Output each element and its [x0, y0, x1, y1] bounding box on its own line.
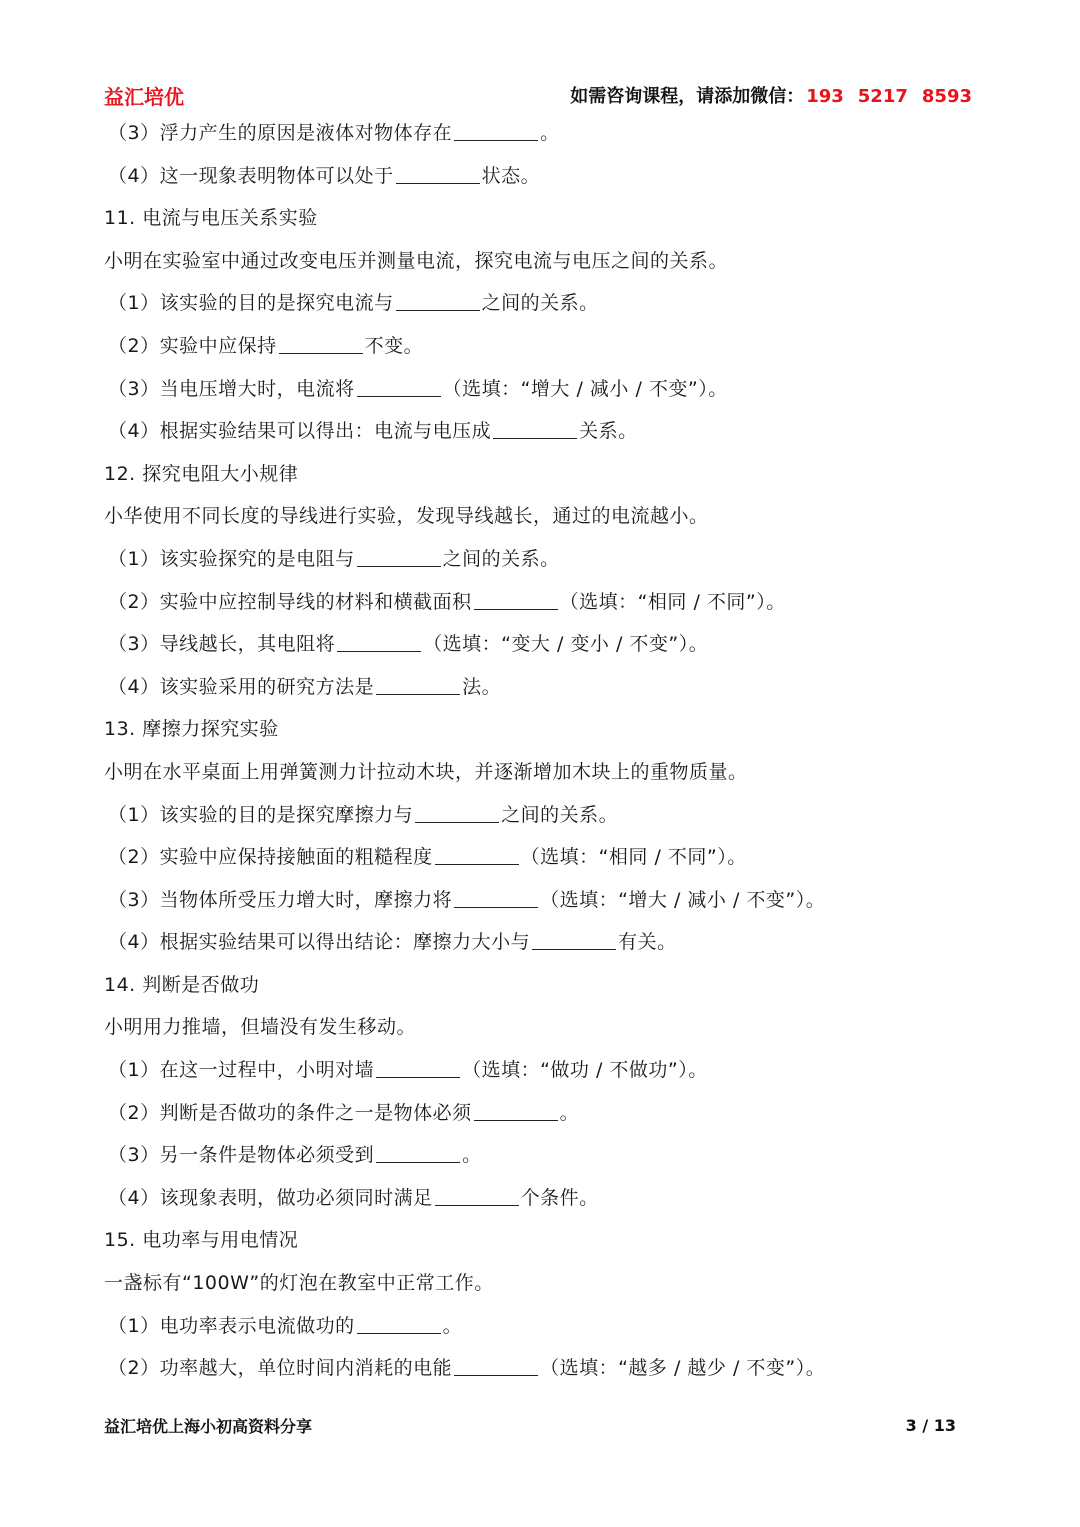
contact-label: 如需咨询课程，请添加微信：: [570, 86, 805, 107]
question-suffix: 法。: [462, 675, 502, 698]
question-item: [104, 368, 984, 411]
question-text: （3）浮力产生的原因是液体对物体存在: [108, 122, 453, 144]
question-item: [104, 1049, 984, 1092]
answer-blank[interactable]: [415, 802, 499, 823]
question-text: （3）当电压增大时，电流将: [108, 377, 355, 400]
phone-part: 5217: [857, 86, 908, 107]
question-text: （3）另一条件是物体必须受到: [108, 1144, 375, 1167]
question-text: （4）根据实验结果可以得出结论：摩擦力大小与: [108, 931, 531, 954]
problem-heading: 11. 电流与电压关系实验: [104, 207, 318, 230]
problem-description: 小华使用不同长度的导线进行实验，发现导线越长，通过的电流越小。: [104, 505, 709, 528]
question-suffix: 之间的关系。: [442, 547, 560, 570]
question-item: [104, 325, 984, 368]
question-text: （1）该实验的目的是探究摩擦力与: [108, 803, 414, 826]
question-item: [104, 879, 984, 922]
question-suffix: 。: [442, 1314, 463, 1337]
question-text: （4）该实验采用的研究方法是: [108, 675, 375, 698]
question-suffix: 个条件。: [520, 1186, 599, 1209]
answer-blank[interactable]: [357, 376, 441, 397]
question-item: [104, 794, 984, 837]
question-text: （1）该实验的目的是探究电流与: [108, 292, 394, 315]
question-text: （2）实验中应保持接触面的粗糙程度: [108, 846, 433, 869]
question-item: [104, 1134, 984, 1177]
contact-info: [570, 82, 972, 108]
question-item: [104, 836, 984, 879]
answer-blank[interactable]: [493, 418, 577, 439]
question-text: （1）该实验探究的是电阻与: [108, 547, 355, 570]
answer-blank[interactable]: [279, 333, 363, 354]
problem-description: 一盏标有“100W”的灯泡在教室中正常工作。: [104, 1272, 494, 1295]
footer-source: 益汇培优上海小初高资料分享: [104, 1416, 313, 1436]
wechat-phone: [806, 86, 972, 107]
answer-blank[interactable]: [474, 589, 558, 610]
answer-blank[interactable]: [532, 929, 616, 950]
question-text: （2）判断是否做功的条件之一是物体必须: [108, 1101, 472, 1124]
question-text: （4）根据实验结果可以得出：电流与电压成: [108, 420, 492, 443]
page-header: [104, 80, 972, 110]
question-item: [104, 1092, 984, 1135]
answer-blank[interactable]: [357, 546, 441, 567]
question-item: [104, 921, 984, 964]
question-suffix: （选填：“相同 / 不同”）。: [520, 846, 747, 869]
answer-blank[interactable]: [376, 674, 460, 695]
question-suffix: （选填：“做功 / 不做功”）。: [462, 1059, 708, 1082]
answer-blank[interactable]: [454, 120, 538, 141]
answer-blank[interactable]: [337, 631, 421, 652]
question-suffix: 之间的关系。: [481, 292, 599, 315]
question-suffix: 关系。: [579, 420, 638, 443]
answer-blank[interactable]: [376, 1057, 460, 1078]
question-item: [104, 538, 984, 581]
question-suffix: 。: [559, 1101, 580, 1124]
question-suffix: （选填：“相同 / 不同”）。: [559, 590, 786, 613]
question-text: （2）实验中应控制导线的材料和横截面积: [108, 590, 472, 613]
question-item: [104, 1347, 984, 1390]
problem-heading: 14. 判断是否做功: [104, 973, 260, 996]
answer-blank[interactable]: [474, 1100, 558, 1121]
problem-description: 小明用力推墙，但墙没有发生移动。: [104, 1016, 417, 1039]
document-body: [104, 112, 984, 1390]
answer-blank[interactable]: [396, 290, 480, 311]
problem-heading: 13. 摩擦力探究实验: [104, 718, 279, 741]
phone-part: 193: [806, 86, 844, 107]
problem-description: 小明在实验室中通过改变电压并测量电流，探究电流与电压之间的关系。: [104, 249, 729, 272]
question-item: [104, 282, 984, 325]
question-item: [104, 623, 984, 666]
problem-description: 小明在水平桌面上用弹簧测力计拉动木块，并逐渐增加木块上的重物质量。: [104, 760, 748, 783]
answer-blank[interactable]: [454, 1355, 538, 1376]
question-suffix: （选填：“越多 / 越少 / 不变”）。: [540, 1357, 826, 1380]
answer-blank[interactable]: [357, 1313, 441, 1334]
question-text: （4）该现象表明，做功必须同时满足: [108, 1186, 433, 1209]
page-footer: [104, 1412, 956, 1438]
question-item: [104, 1177, 984, 1220]
question-text: （4）这一现象表明物体可以处于: [108, 164, 394, 187]
question-item: [104, 1305, 984, 1348]
answer-blank[interactable]: [435, 844, 519, 865]
phone-part: 8593: [921, 86, 972, 107]
problem-heading: 15. 电功率与用电情况: [104, 1229, 299, 1252]
answer-blank[interactable]: [435, 1185, 519, 1206]
brand-name: 益汇培优: [104, 84, 184, 109]
problem-heading: 12. 探究电阻大小规律: [104, 462, 299, 485]
answer-blank[interactable]: [396, 163, 480, 184]
question-suffix: （选填：“增大 / 减小 / 不变”）。: [540, 888, 826, 911]
question-item: [104, 155, 984, 198]
question-text: （2）功率越大，单位时间内消耗的电能: [108, 1357, 453, 1380]
question-item: [104, 410, 984, 453]
question-suffix: 有关。: [618, 931, 677, 954]
question-suffix: （选填：“增大 / 减小 / 不变”）。: [442, 377, 728, 400]
question-suffix: 不变。: [364, 334, 424, 357]
question-suffix: 状态。: [481, 164, 541, 187]
question-item: [104, 581, 984, 624]
question-suffix: 之间的关系。: [501, 803, 619, 826]
question-text: （1）电功率表示电流做功的: [108, 1314, 355, 1337]
question-item: [104, 666, 984, 709]
question-text: （3）导线越长，其电阻将: [108, 633, 336, 656]
question-suffix: （选填：“变大 / 变小 / 不变”）。: [423, 633, 709, 656]
question-suffix: 。: [462, 1144, 482, 1167]
question-text: （3）当物体所受压力增大时，摩擦力将: [108, 888, 453, 911]
page-number: 3 / 13: [905, 1415, 956, 1435]
question-text: （2）实验中应保持: [108, 334, 277, 357]
question-item: [104, 112, 984, 155]
question-text: （1）在这一过程中，小明对墙: [108, 1059, 375, 1082]
question-suffix: 。: [540, 122, 560, 144]
answer-blank[interactable]: [376, 1142, 460, 1163]
answer-blank[interactable]: [454, 887, 538, 908]
